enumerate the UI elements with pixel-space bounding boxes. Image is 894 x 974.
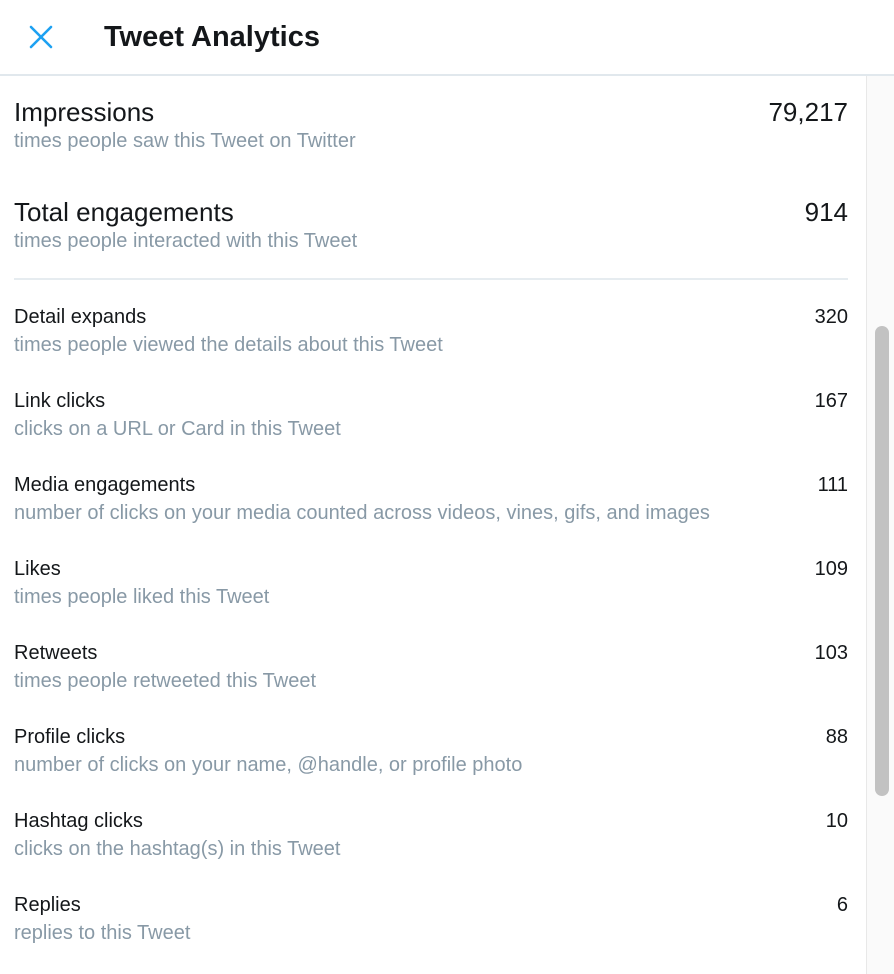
metric-row-hashtag-clicks bbox=[14, 808, 848, 892]
metric-desc: clicks on the hashtag(s) in this Tweet bbox=[14, 838, 341, 860]
impressions-desc: times people saw this Tweet on Twitter bbox=[14, 130, 356, 152]
metric-desc: times people retweeted this Tweet bbox=[14, 670, 317, 692]
metric-row-likes bbox=[14, 556, 848, 640]
metric-desc: clicks on a URL or Card in this Tweet bbox=[14, 418, 341, 440]
metric-label: Profile clicks bbox=[14, 726, 126, 748]
metric-desc: number of clicks on your name, @handle, or profile photo bbox=[14, 754, 523, 776]
metric-label: Hashtag clicks bbox=[14, 810, 143, 832]
close-icon bbox=[28, 24, 54, 50]
total-engagements-desc: times people interacted with this Tweet bbox=[14, 230, 358, 252]
metric-label: Retweets bbox=[14, 642, 98, 664]
metric-row-retweets bbox=[14, 640, 848, 724]
metric-label: Replies bbox=[14, 894, 81, 916]
metric-label: Likes bbox=[14, 558, 61, 580]
scrollbar-thumb[interactable] bbox=[875, 326, 889, 796]
metric-desc: times people viewed the details about this Tweet bbox=[14, 334, 443, 356]
total-engagements-value: 914 bbox=[804, 197, 848, 227]
metric-desc: times people liked this Tweet bbox=[14, 586, 270, 608]
metric-desc: replies to this Tweet bbox=[14, 922, 191, 944]
scrollbar-track[interactable] bbox=[866, 76, 894, 974]
metric-desc: number of clicks on your media counted across videos, vines, gifs, and images bbox=[14, 502, 710, 524]
impressions-value: 79,217 bbox=[768, 97, 848, 127]
analytics-content[interactable] bbox=[0, 76, 866, 974]
metric-value: 167 bbox=[814, 390, 848, 412]
metric-value: 320 bbox=[814, 306, 848, 328]
metric-value: 6 bbox=[836, 894, 848, 916]
metric-value: 109 bbox=[814, 558, 848, 580]
metric-row-detail-expands bbox=[14, 304, 848, 388]
metric-value: 111 bbox=[817, 474, 848, 496]
modal-header bbox=[0, 0, 894, 76]
page-title: Tweet Analytics bbox=[104, 21, 320, 53]
close-button[interactable] bbox=[24, 20, 58, 54]
metric-label: Media engagements bbox=[14, 474, 196, 496]
metric-row-media-engagements bbox=[14, 472, 848, 556]
metric-value: 88 bbox=[825, 726, 848, 748]
total-engagements-label: Total engagements bbox=[14, 197, 234, 227]
metric-value: 10 bbox=[825, 810, 848, 832]
divider bbox=[14, 278, 848, 280]
metric-value: 103 bbox=[814, 642, 848, 664]
metric-row-profile-clicks bbox=[14, 724, 848, 808]
total-engagements-row bbox=[14, 196, 848, 254]
metric-label: Link clicks bbox=[14, 390, 106, 412]
impressions-row bbox=[14, 96, 848, 154]
impressions-label: Impressions bbox=[14, 97, 155, 127]
metric-row-replies bbox=[14, 892, 848, 974]
metric-row-link-clicks bbox=[14, 388, 848, 472]
metric-label: Detail expands bbox=[14, 306, 147, 328]
